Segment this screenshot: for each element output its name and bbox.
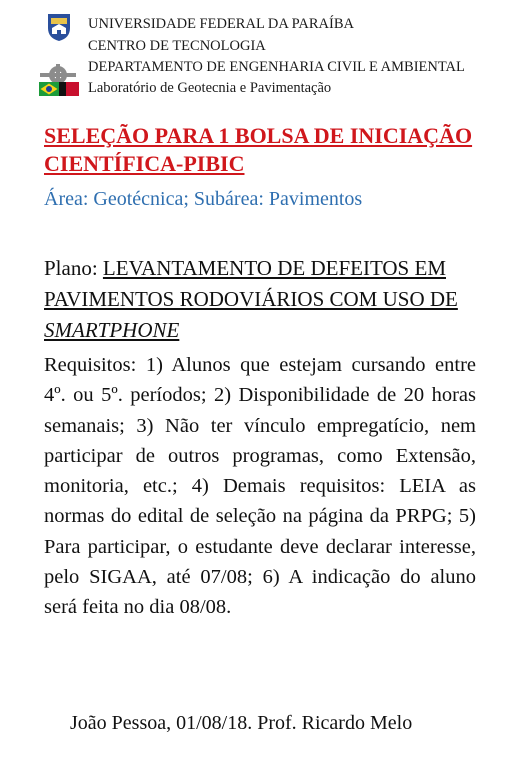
plan-text: LEVANTAMENTO DE DEFEITOS EM PAVIMENTOS RODOVIÁRIOS COM USO DE — [44, 256, 458, 311]
header-logos — [38, 10, 78, 100]
paraiba-flag-icon — [59, 82, 79, 96]
announcement-title: SELEÇÃO PARA 1 BOLSA DE INICIAÇÃO CIENTÍFICA-PIBIC — [44, 123, 473, 176]
university-name: UNIVERSIDADE FEDERAL DA PARAÍBA — [88, 16, 354, 32]
plan-paragraph — [44, 253, 484, 346]
brazil-flag-icon — [39, 82, 59, 96]
flags — [39, 82, 79, 96]
plan-title — [44, 256, 458, 342]
plan-italic: SMARTPHONE — [44, 318, 180, 342]
area-line: Área: Geotécnica; Subárea: Pavimentos — [44, 188, 363, 210]
university-crest-icon — [46, 12, 72, 42]
plan-label: Plano: — [44, 256, 103, 280]
signature-line: João Pessoa, 01/08/18. Prof. Ricardo Melo — [70, 712, 413, 734]
lab-name: Laboratório de Geotecnia e Pavimentação — [88, 80, 332, 96]
department-name: DEPARTAMENTO DE ENGENHARIA CIVIL E AMBIENTAL — [88, 59, 465, 75]
requirements-paragraph: Requisitos: 1) Alunos que estejam cursando entre 4º. ou 5º. períodos; 2) Disponibilidade de 20 horas semanais; 3) Não ter vínculo empregatício, nem participar de outros programas, como Extensão, monitoria, etc.; 4) Demais requisitos: LEIA as normas do edital de seleção na página da PRPG; 5) Para participar, o estudante deve declarar interesse, pelo SIGAA, até 07/08; 6) A indicação do aluno será feita no dia 08/08. — [44, 354, 476, 619]
center-name: CENTRO DE TECNOLOGIA — [88, 38, 266, 54]
